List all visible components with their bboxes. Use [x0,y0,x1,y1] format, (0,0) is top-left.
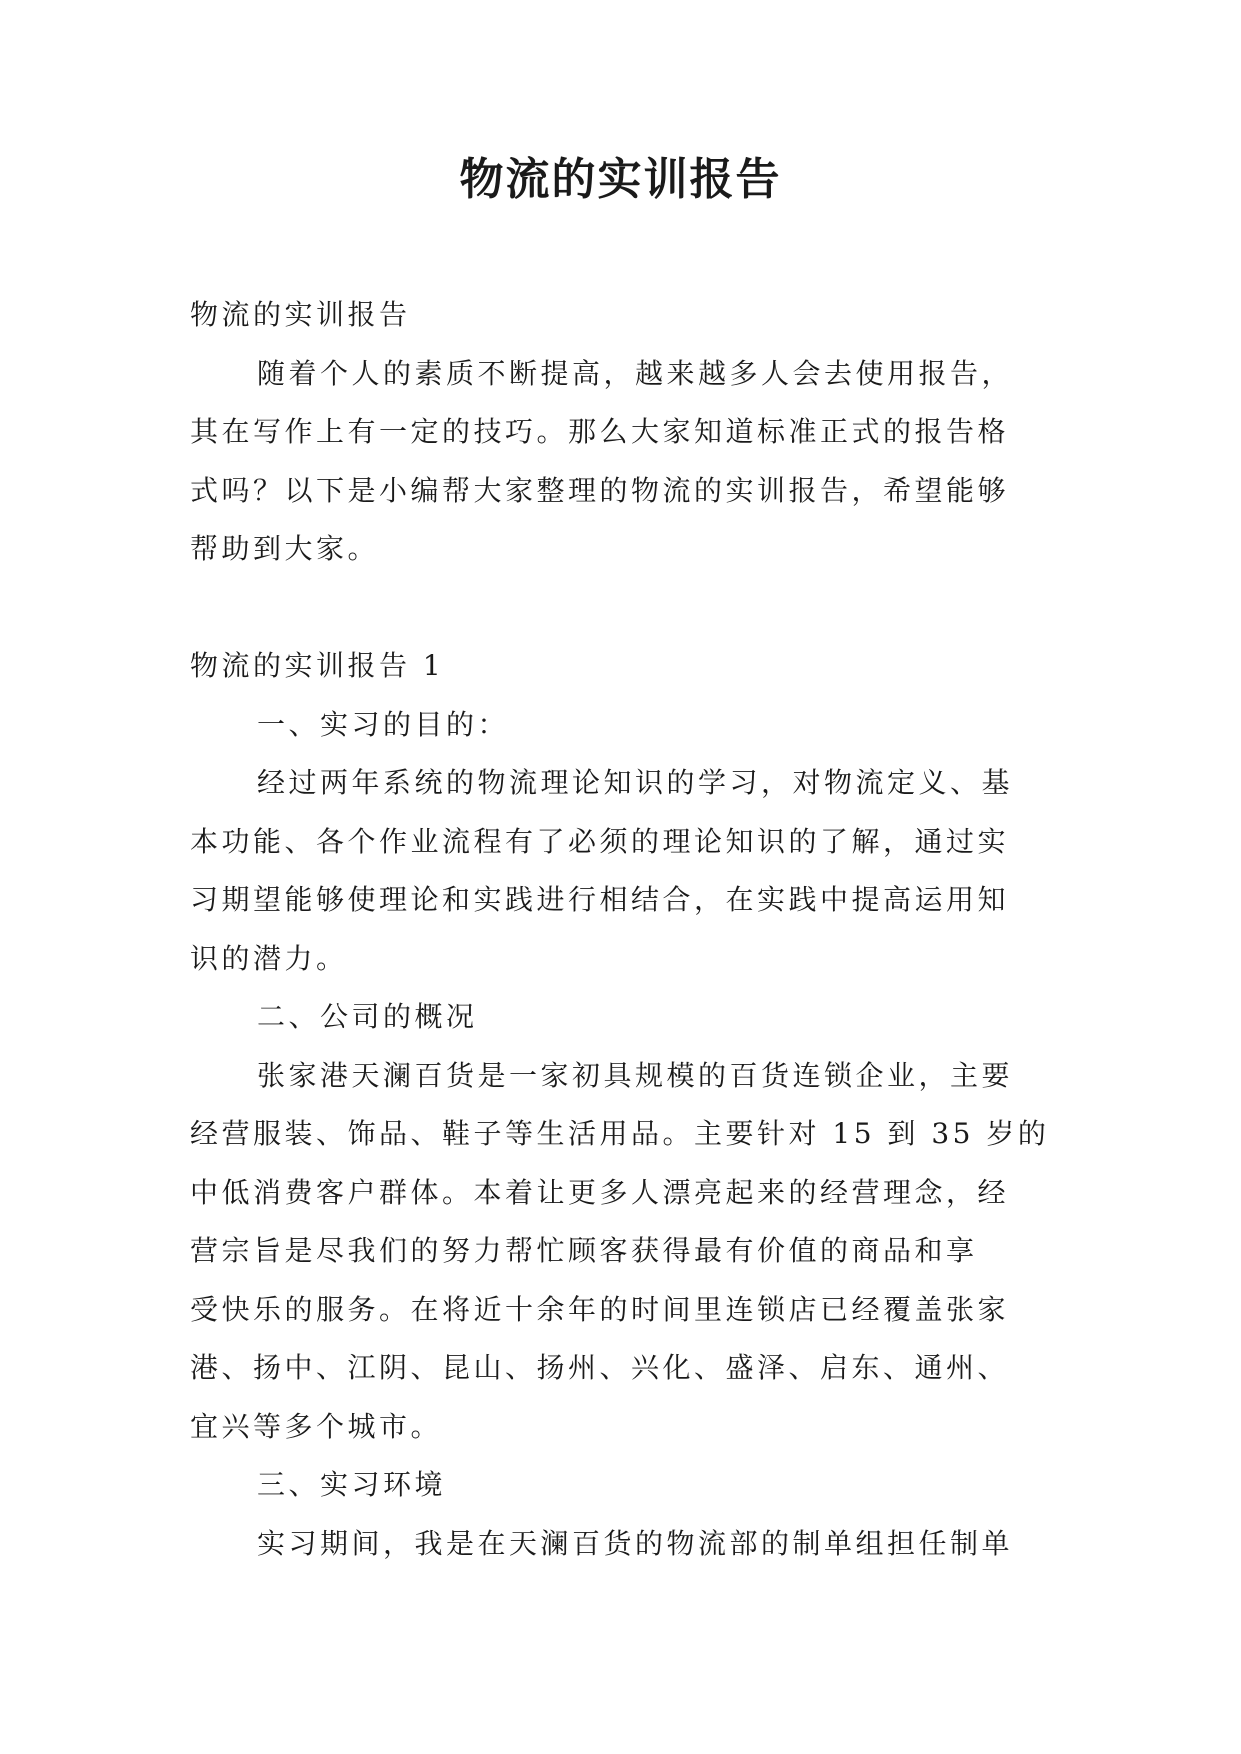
text-line: 实习期间，我是在天澜百货的物流部的制单组担任制单 [257,1526,1014,1560]
text-line: 随着个人的素质不断提高，越来越多人会去使用报告， [257,356,1014,390]
text-line: 式吗？以下是小编帮大家整理的物流的实训报告，希望能够 [190,473,1010,507]
text-line: 其在写作上有一定的技巧。那么大家知道标准正式的报告格 [190,415,1010,448]
text-line: 受快乐的服务。在将近十余年的时间里连锁店已经覆盖张家 [190,1292,1010,1326]
text-line: 二、公司的概况 [257,1000,478,1033]
text-line: 物流的实训报告 [190,298,411,331]
text-line: 经过两年系统的物流理论知识的学习，对物流定义、基 [257,766,1014,799]
text-line: 宜兴等多个城市。 [190,1409,443,1443]
text-line: 港、扬中、江阴、昆山、扬州、兴化、盛泽、启东、通州、 [190,1351,1010,1384]
document-body [190,286,1050,1573]
text-line: 帮助到大家。 [190,532,380,565]
text-line: 习期望能够使理论和实践进行相结合，在实践中提高运用知 [190,883,1010,916]
text-line: 物流的实训报告 1 [190,649,445,682]
text-line: 三、实习环境 [257,1468,447,1501]
document-title: 物流的实训报告 [459,154,782,205]
text-line: 张家港天澜百货是一家初具规模的百货连锁企业，主要 [257,1058,1014,1092]
paragraph-gap [190,579,1050,638]
text-line: 识的潜力。 [190,941,348,975]
text-line: 中低消费客户群体。本着让更多人漂亮起来的经营理念，经 [190,1175,1010,1209]
text-line: 本功能、各个作业流程有了必须的理论知识的了解，通过实 [190,824,1010,858]
text-line: 营宗旨是尽我们的努力帮忙顾客获得最有价值的商品和享 [190,1234,978,1267]
text-line: 经营服装、饰品、鞋子等生活用品。主要针对 15 到 35 岁的 [190,1117,1050,1150]
text-line: 一、实习的目的： [257,707,510,741]
